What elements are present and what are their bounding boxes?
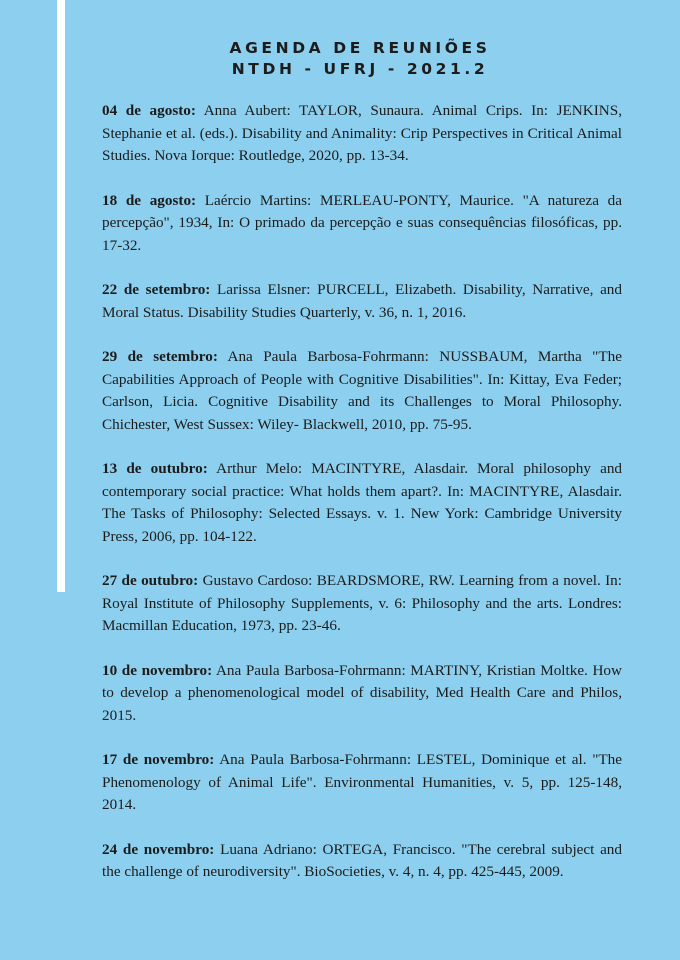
meeting-date: 27 de outubro: — [102, 572, 199, 589]
meeting-reading: Arthur Melo: MACINTYRE, Alasdair. Moral philosophy and contemporary social practice: What holds them apart?. In: MACINTYRE, Alasdair. The Tasks of Philosophy: Selected Essays. v. 1. New York: Cambridge University Press, 2006, pp. 104-122. — [102, 460, 623, 545]
meeting-reading: Ana Paula Barbosa-Fohrmann: NUSSBAUM, Martha "The Capabilities Approach of People with Cognitive Disabilities". In: Kittay, Eva Feder; Carlson, Licia. Cognitive Disability and its Challenges to Moral Philosophy. Chichester, West Sussex: Wiley- Blackwell, 2010, pp. 75-95. — [102, 348, 622, 433]
meeting-reading: Luana Adriano: ORTEGA, Francisco. "The cerebral subject and the challenge of neurodiversity". BioSocieties, v. 4, n. 4, pp. 425-445, 2009. — [102, 840, 622, 880]
meeting-date: 29 de setembro: — [102, 348, 218, 365]
meeting-date: 13 de outubro: — [102, 460, 208, 477]
meeting-date: 10 de novembro: — [102, 661, 213, 679]
meeting-entry-8 — [102, 749, 622, 817]
meeting-list — [102, 100, 622, 884]
meeting-date: 18 de agosto: — [102, 191, 197, 209]
meeting-reading: Anna Aubert: TAYLOR, Sunaura. Animal Crips. In: JENKINS, Stephanie et al. (eds.). Disability and Animality: Crip Perspectives in Critical Animal Studies. Nova Iorque: Routledge, 2020, pp. 13-34. — [102, 102, 622, 164]
meeting-entry-6 — [102, 570, 622, 638]
meeting-reading: Ana Paula Barbosa-Fohrmann: LESTEL, Dominique et al. "The Phenomenology of Animal Life". Environmental Humanities, v. 5, pp. 125-148, 2014. — [102, 751, 622, 813]
meeting-entry-1 — [102, 100, 622, 168]
meeting-date: 24 de novembro: — [102, 840, 215, 858]
agenda-subtitle: NTDH - UFRJ - 2021.2 — [231, 60, 489, 78]
meeting-reading: Gustavo Cardoso: BEARDSMORE, RW. Learning from a novel. In: Royal Institute of Philosophy Supplements, v. 6: Philosophy and the arts. Londres: Macmillan Education, 1973, pp. 23-46. — [102, 572, 622, 634]
meeting-entry-5 — [102, 458, 622, 548]
meeting-reading: Ana Paula Barbosa-Fohrmann: MARTINY, Kristian Moltke. How to develop a phenomenological model of disability, Med Health Care and Philos, 2015. — [102, 661, 622, 724]
meeting-entry-7 — [102, 660, 622, 728]
meeting-entry-4 — [102, 346, 622, 436]
meeting-date: 22 de setembro: — [102, 281, 211, 298]
meeting-entry-3 — [102, 279, 622, 324]
meeting-entry-2 — [102, 190, 622, 258]
meeting-reading: Laércio Martins: MERLEAU-PONTY, Maurice. "A natureza da percepção", 1934, In: O primado da percepção e suas consequências filosóficas, pp. 17-32. — [102, 191, 623, 254]
meeting-date: 04 de agosto: — [102, 102, 196, 119]
decorative-side-bar — [57, 0, 65, 592]
meeting-reading: Larissa Elsner: PURCELL, Elizabeth. Disability, Narrative, and Moral Status. Disability Studies Quarterly, v. 36, n. 1, 2016. — [102, 281, 622, 321]
meeting-entry-9 — [102, 839, 622, 884]
meeting-date: 17 de novembro: — [102, 751, 215, 768]
agenda-header — [0, 38, 680, 80]
agenda-title: AGENDA DE REUNIÕES — [229, 39, 491, 57]
